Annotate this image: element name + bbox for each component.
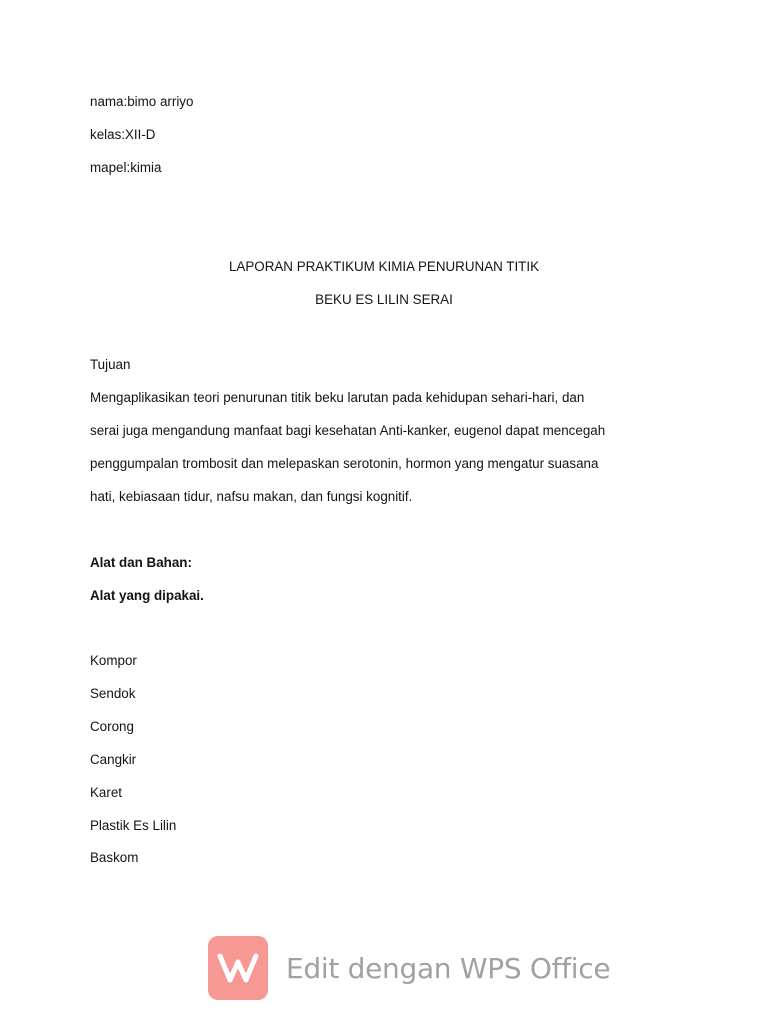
list-item: Cangkir [90,752,137,767]
report-title-line-2: BEKU ES LILIN SERAI [315,292,453,307]
subject: mapel:kimia [90,160,162,175]
watermark-text: Edit dengan WPS Office [286,951,611,985]
tujuan-paragraph-line: hati, kebiasaan tidur, nafsu makan, dan fungsi kognitif. [90,489,413,504]
list-item: Plastik Es Lilin [90,818,177,833]
report-title-line-1: LAPORAN PRAKTIKUM KIMIA PENURUNAN TITIK [228,259,540,274]
list-item: Corong [90,719,134,734]
list-item: Sendok [90,686,136,701]
alat-dipakai-subheading: Alat yang dipakai. [90,588,204,603]
student-name: nama:bimo arriyo [90,94,194,109]
alat-bahan-heading: Alat dan Bahan: [90,555,192,570]
tujuan-paragraph-line: serai juga mengandung manfaat bagi kesehatan Anti-kanker, eugenol dapat mencegah [90,423,606,438]
wps-watermark[interactable] [208,936,610,1000]
tujuan-paragraph-line: Mengaplikasikan teori penurunan titik beku larutan pada kehidupan sehari-hari, dan [90,390,585,405]
wps-logo-icon [208,936,268,1000]
list-item: Kompor [90,653,137,668]
student-class: kelas:XII-D [90,127,156,142]
list-item: Karet [90,785,123,800]
tujuan-heading: Tujuan [90,357,131,372]
tujuan-paragraph-line: penggumpalan trombosit dan melepaskan serotonin, hormon yang mengatur suasana [90,456,599,471]
list-item: Baskom [90,850,139,865]
